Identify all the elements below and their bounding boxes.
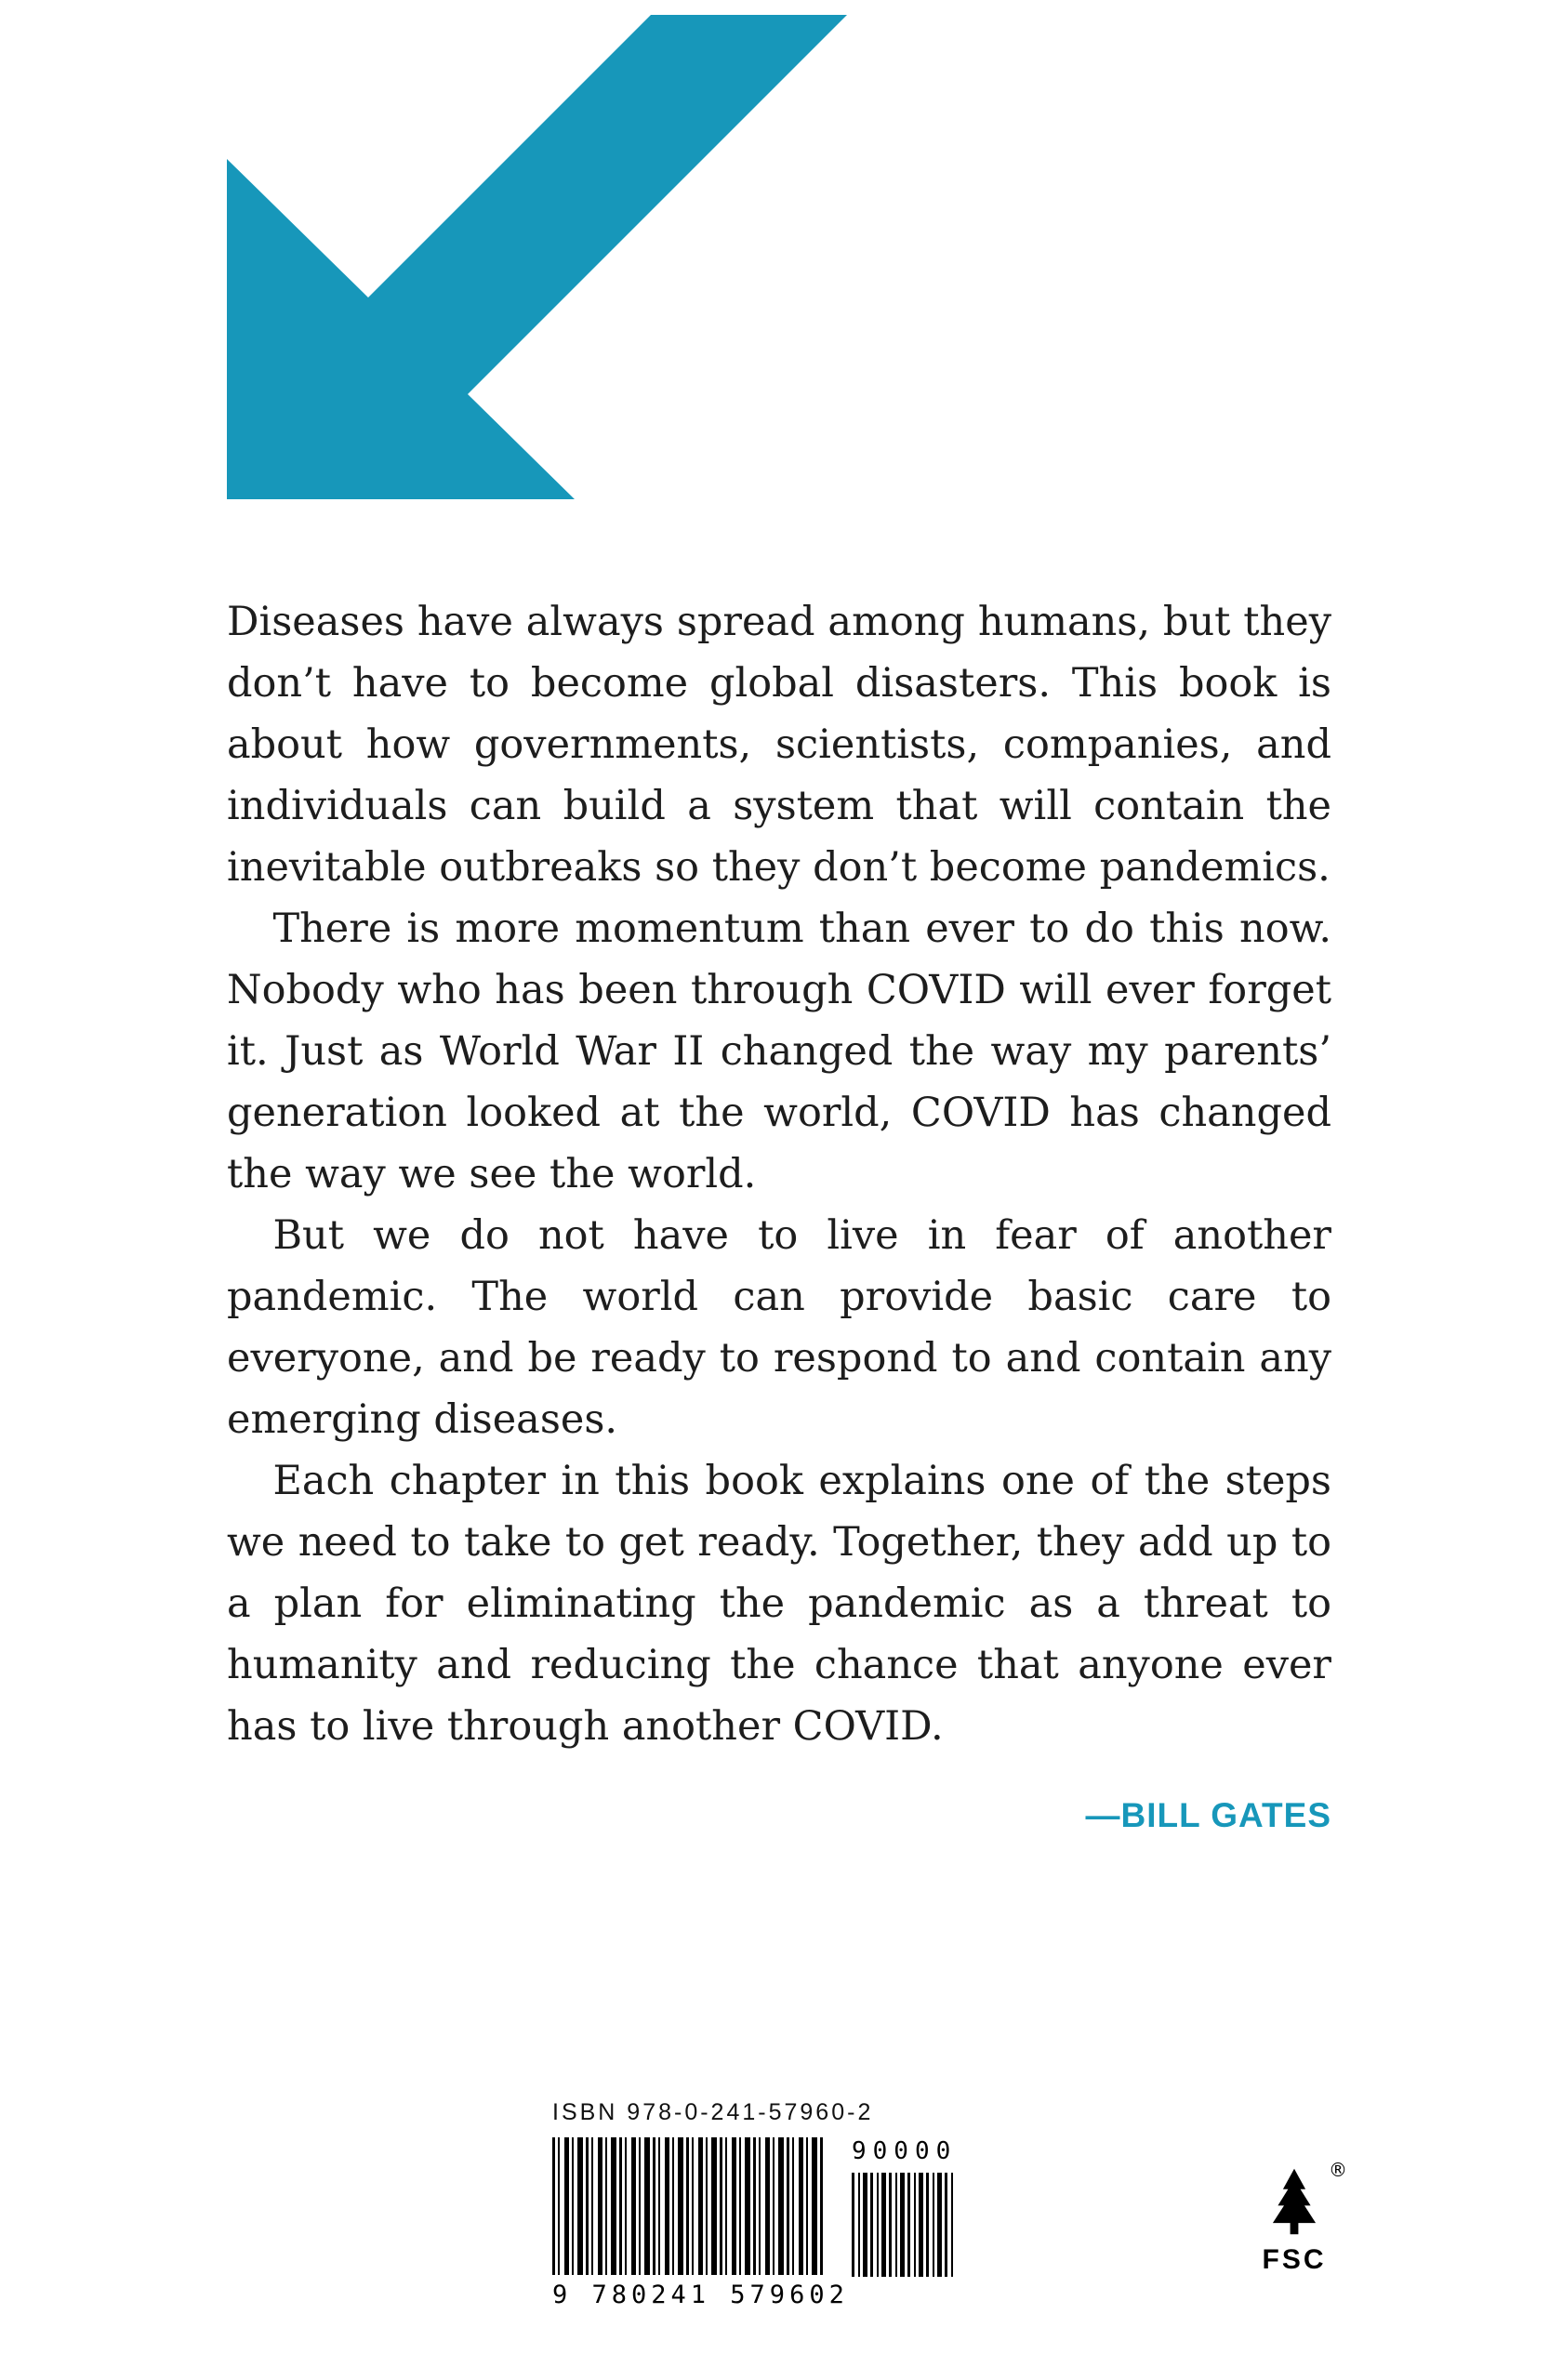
back-cover-copy [227,591,1331,1846]
isbn-barcode-block [552,2099,980,2309]
down-left-arrow-svg [0,0,883,502]
barcode-main-bars [552,2137,824,2275]
fsc-logo [1229,2159,1359,2276]
fsc-tree-svg [1264,2164,1325,2239]
barcode-addon [852,2137,956,2277]
barcode-row [552,2137,980,2309]
barcode-main [552,2137,849,2309]
registered-trademark: ® [1329,2159,1347,2181]
author-attribution: —BILL GATES [1085,1796,1331,1834]
paragraph-4: Each chapter in this book explains one of the steps we need to take to get ready. Together, they add up to a plan for eliminating the pandemic as a threat to humanity and reducing the chance that anyone ever has to live through another COVID. [227,1458,1331,1750]
paragraph-2: There is more momentum than ever to do this now. Nobody who has been through COVID will ever forget it. Just as World War II changed the way my parents’ generation looked at the world, COVID has changed the way we see the world. [227,906,1331,1197]
down-left-arrow-icon [0,0,883,502]
barcode-addon-number: 90000 [852,2137,958,2165]
down-left-arrow-shape [227,15,847,499]
isbn-label: ISBN 978-0-241-57960-2 [552,2099,874,2125]
barcode-addon-bars [852,2173,956,2277]
paragraph-3: But we do not have to live in fear of another pandemic. The world can provide basic care to everyone, and be ready to respond to and contain any emerging diseases. [227,1212,1331,1443]
fsc-label: FSC [1262,2244,1327,2275]
barcode-number: 9 780241 579602 [552,2281,849,2309]
paragraph-1: Diseases have always spread among humans, but they don’t have to become global disasters. This book is about how governments, scientists, companies, and individuals can build a system that will contain the inevitable outbreaks so they don’t become pandemics. [227,599,1331,891]
fsc-tree-icon [1264,2159,1347,2242]
